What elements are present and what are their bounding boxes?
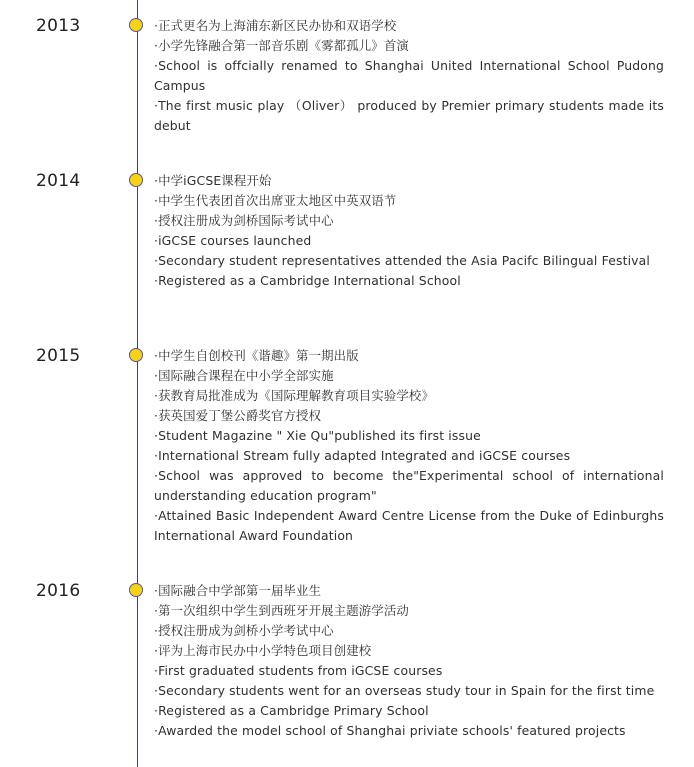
timeline-dot <box>129 583 143 597</box>
entry-line: ·第一次组织中学生到西班牙开展主题游学活动 <box>154 603 409 618</box>
entry-line: ·获英国爱丁堡公爵奖官方授权 <box>154 408 322 423</box>
entry-line: ·iGCSE courses launched <box>154 233 312 248</box>
entry-line: ·国际融合中学部第一届毕业生 <box>154 583 322 598</box>
entry-line: ·中学生自创校刊《谐趣》第一期出版 <box>154 348 359 363</box>
entry-line: ·Attained Basic Independent Award Centre License from the Duke of Edinburghs International Award Foundation <box>154 508 664 543</box>
entry-line: ·Registered as a Cambridge Primary School <box>154 703 429 718</box>
entry-line: ·中学iGCSE课程开始 <box>154 173 272 188</box>
entry-line: ·评为上海市民办中小学特色项目创建校 <box>154 643 372 658</box>
year-label: 2015 <box>36 346 81 366</box>
entry-line: ·Student Magazine " Xie Qu"published its first issue <box>154 428 481 443</box>
entry-line: ·国际融合课程在中小学全部实施 <box>154 368 334 383</box>
timeline-line <box>137 0 138 767</box>
entry-line: ·Secondary students went for an overseas study tour in Spain for the first time <box>154 683 655 698</box>
entry-line: ·小学先锋融合第一部音乐剧《雾都孤儿》首演 <box>154 38 409 53</box>
entry-text <box>154 16 664 136</box>
entry-line: ·School is offcially renamed to Shanghai United International School Pudong Campus <box>154 58 664 93</box>
year-label: 2014 <box>36 171 81 191</box>
entry-text <box>154 171 664 291</box>
entry-line: ·授权注册成为剑桥小学考试中心 <box>154 623 334 638</box>
entry-text <box>154 581 664 741</box>
entry-line: ·Registered as a Cambridge International School <box>154 273 461 288</box>
entry-line: ·Awarded the model school of Shanghai priviate schools' featured projects <box>154 723 626 738</box>
year-label: 2016 <box>36 581 81 601</box>
entry-line: ·授权注册成为剑桥国际考试中心 <box>154 213 334 228</box>
entry-line: ·The first music play （Oliver） produced by Premier primary students made its debut <box>154 98 664 133</box>
timeline-dot <box>129 18 143 32</box>
timeline-dot <box>129 173 143 187</box>
entry-line: ·Secondary student representatives attended the Asia Pacifc Bilingual Festival <box>154 253 650 268</box>
timeline-dot <box>129 348 143 362</box>
entry-line: ·School was approved to become the"Experimental school of international understanding education program" <box>154 468 664 503</box>
year-label: 2013 <box>36 16 81 36</box>
entry-line: ·正式更名为上海浦东新区民办协和双语学校 <box>154 18 397 33</box>
entry-line: ·International Stream fully adapted Integrated and iGCSE courses <box>154 448 571 463</box>
entry-line: ·First graduated students from iGCSE courses <box>154 663 443 678</box>
entry-line: ·中学生代表团首次出席亚太地区中英双语节 <box>154 193 397 208</box>
entry-line: ·获教育局批准成为《国际理解教育项目实验学校》 <box>154 388 434 403</box>
entry-text <box>154 346 664 546</box>
